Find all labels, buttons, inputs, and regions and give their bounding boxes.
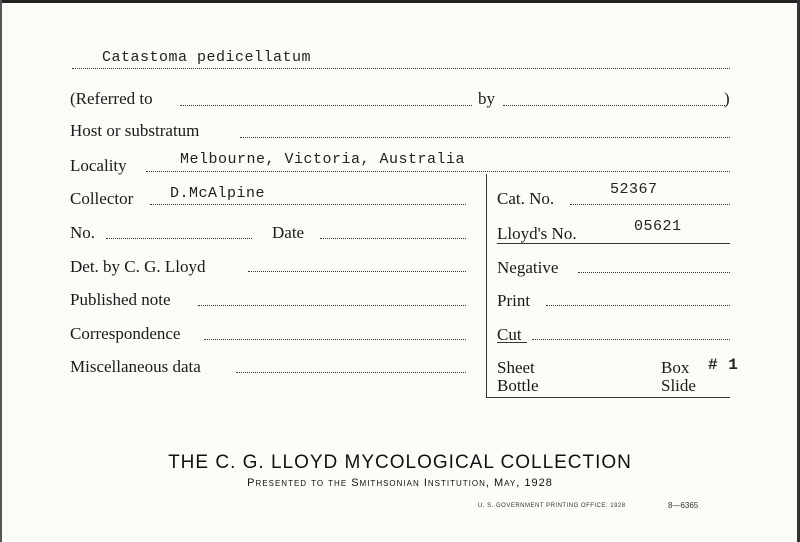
no-label: No. [70,223,96,242]
close-paren: ) [724,89,730,108]
published-note-line [198,305,466,306]
printing-office-note: U. S. GOVERNMENT PRINTING OFFICE: 1928 [478,503,626,509]
cat-no-value: 52367 [610,181,658,198]
published-note-label: Published note [70,290,171,309]
negative-line [578,272,730,273]
locality-label: Locality [70,156,127,175]
card-top-edge [0,0,800,3]
cat-no-label: Cat. No. [497,189,555,208]
species-line [72,68,730,69]
misc-data-line [236,372,466,373]
correspondence-label: Correspondence [70,324,181,343]
by-line [503,105,725,106]
sheet-label: Sheet [497,358,535,377]
host-line [240,137,730,138]
collection-title: THE C. G. LLOYD MYCOLOGICAL COLLECTION [168,452,632,473]
box-number-value: # 1 [708,356,739,374]
locality-value: Melbourne, Victoria, Australia [180,151,466,168]
species-name: Catastoma pedicellatum [102,49,312,66]
collector-line [150,204,466,205]
no-line [106,238,252,239]
det-by-label: Det. by C. G. Lloyd [70,257,206,276]
right-box-bottom [486,397,730,398]
correspondence-line [204,339,466,340]
right-box-border [486,174,487,398]
collection-subtitle: Presented to the Smithsonian Institution, May, 1928 [247,477,553,489]
by-label: by [478,89,495,108]
cut-underline [497,342,527,343]
print-label: Print [497,291,531,310]
box-label: Box [661,358,690,377]
cat-no-line [570,204,730,205]
cut-label: Cut [497,325,522,344]
form-code: 8—6365 [668,501,699,510]
bottle-label: Bottle [497,376,539,395]
collector-label: Collector [70,189,134,208]
date-line [320,238,466,239]
lloyds-no-label: Lloyd's No. [497,224,577,243]
lloyds-no-underline [497,243,730,244]
host-label: Host or substratum [70,121,200,140]
locality-line [146,171,730,172]
misc-data-label: Miscellaneous data [70,357,201,376]
referred-to-label: (Referred to [70,89,153,108]
lloyds-no-value: 05621 [634,218,682,235]
cut-line [532,339,730,340]
date-label: Date [272,223,305,242]
slide-label: Slide [661,376,696,395]
negative-label: Negative [497,258,559,277]
print-line [546,305,730,306]
referred-to-line [180,105,472,106]
det-by-line [248,271,466,272]
collector-value: D.McAlpine [170,185,266,202]
